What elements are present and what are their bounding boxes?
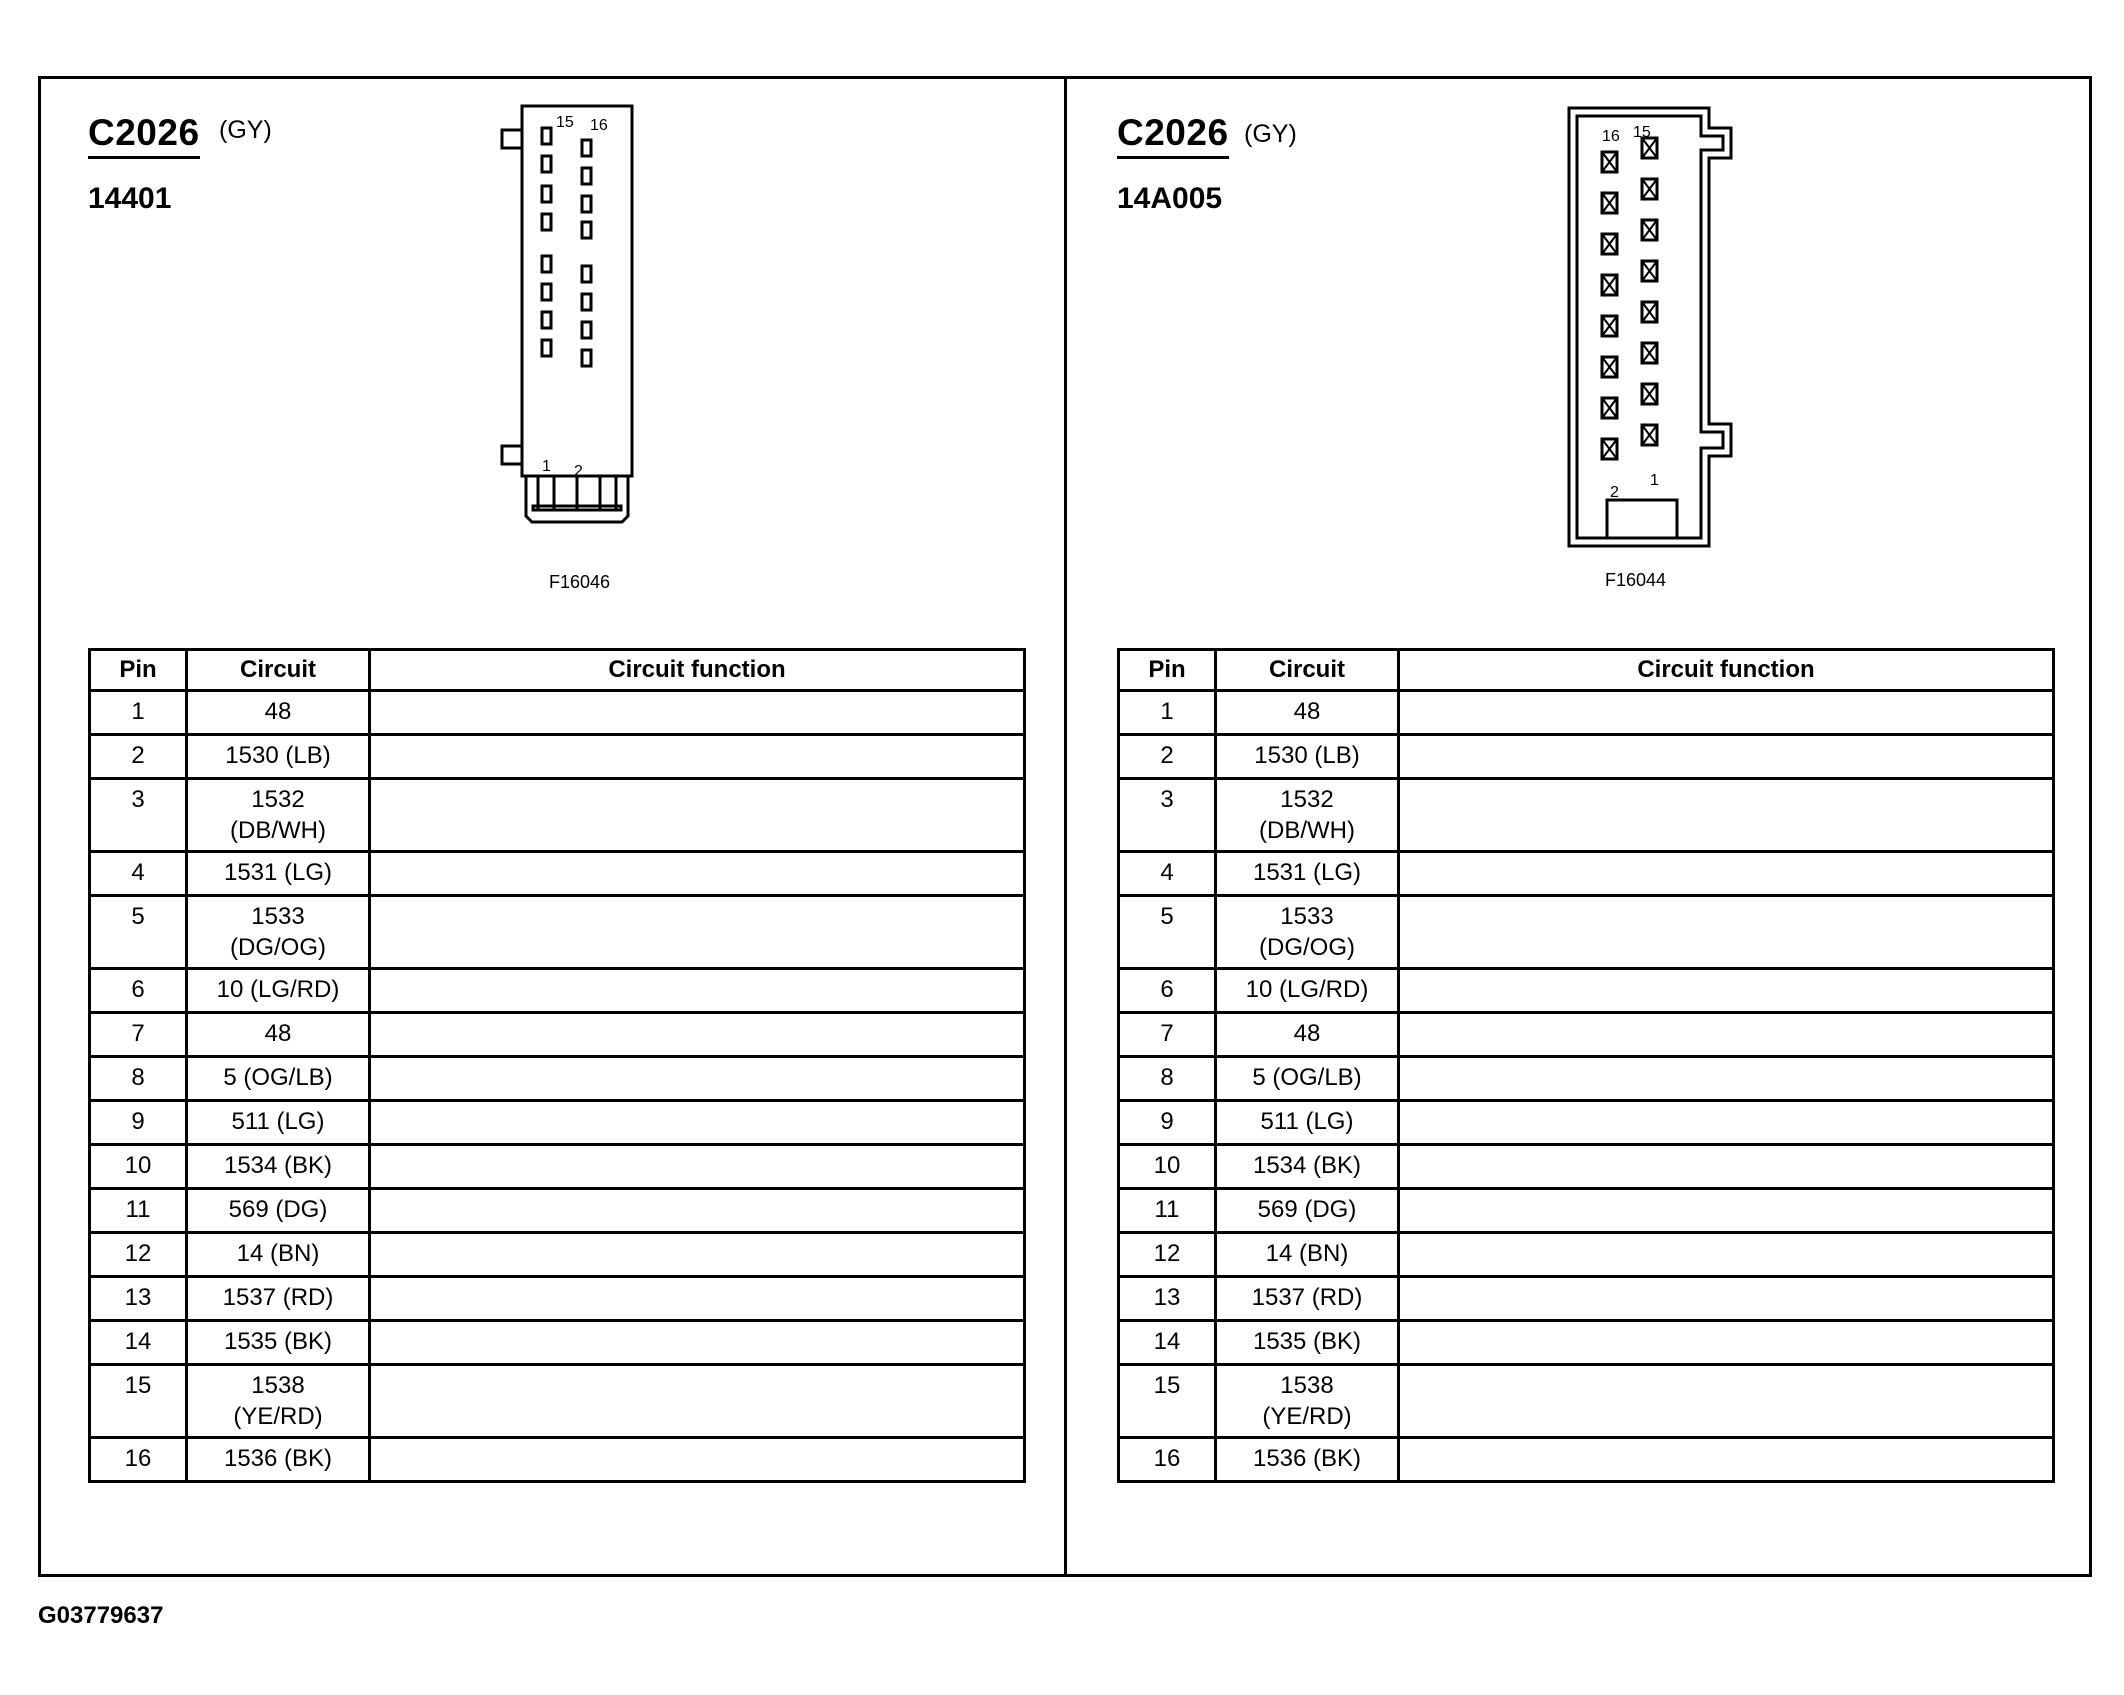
circuit-cell: 1533 (DG/OG) <box>1216 896 1399 969</box>
circuit-cell: 1538 (YE/RD) <box>1216 1365 1399 1438</box>
pin-cell: 5 <box>1119 896 1216 969</box>
pin-cell: 14 <box>90 1321 187 1365</box>
table-row <box>1119 969 2054 1013</box>
function-cell <box>1399 1321 2054 1365</box>
table-row <box>1119 1365 2054 1438</box>
table-row <box>1119 1321 2054 1365</box>
pin-cell: 11 <box>1119 1189 1216 1233</box>
pin-cell: 4 <box>1119 852 1216 896</box>
circuit-cell: 48 <box>187 1013 370 1057</box>
table-row <box>1119 779 2054 852</box>
pin-cavity <box>542 156 551 172</box>
pin-cavity <box>542 340 551 356</box>
circuit-cell: 1533 (DG/OG) <box>187 896 370 969</box>
table-row <box>90 1101 1025 1145</box>
function-cell <box>1399 1013 2054 1057</box>
pin-cavity <box>542 256 551 272</box>
pin-cell: 13 <box>90 1277 187 1321</box>
function-cell <box>370 969 1025 1013</box>
pin-cell: 16 <box>90 1438 187 1482</box>
table-row <box>1119 1101 2054 1145</box>
table-header-row <box>90 650 1025 691</box>
pin-cavity <box>582 196 591 212</box>
function-cell <box>370 896 1025 969</box>
function-cell <box>370 1013 1025 1057</box>
circuit-cell: 1530 (LB) <box>1216 735 1399 779</box>
table-row <box>90 852 1025 896</box>
function-cell <box>370 1101 1025 1145</box>
pin-cavity <box>1642 179 1657 199</box>
pin-cell: 3 <box>1119 779 1216 852</box>
circuit-cell: 1535 (BK) <box>187 1321 370 1365</box>
circuit-cell: 569 (DG) <box>187 1189 370 1233</box>
pin-cell: 6 <box>90 969 187 1013</box>
pin-cell: 9 <box>90 1101 187 1145</box>
pin-cell: 10 <box>90 1145 187 1189</box>
pin-cavity <box>1642 261 1657 281</box>
pin-cavity <box>1642 220 1657 240</box>
table-row <box>90 691 1025 735</box>
function-cell <box>370 1438 1025 1482</box>
table-row <box>90 1233 1025 1277</box>
pin-cavity <box>1642 302 1657 322</box>
part-number: 14401 <box>88 182 172 215</box>
figure-id: F16044 <box>1605 570 1667 590</box>
circuit-cell: 48 <box>187 691 370 735</box>
pin-cell: 15 <box>1119 1365 1216 1438</box>
connector-face-diagram <box>492 102 682 552</box>
table-row <box>90 1277 1025 1321</box>
function-cell <box>1399 779 2054 852</box>
pin-cell: 2 <box>1119 735 1216 779</box>
circuit-cell: 10 (LG/RD) <box>1216 969 1399 1013</box>
pin-cell: 7 <box>90 1013 187 1057</box>
table-row <box>1119 1438 2054 1482</box>
function-cell <box>1399 969 2054 1013</box>
circuit-cell: 1532 (DB/WH) <box>187 779 370 852</box>
pin-cavity <box>582 222 591 238</box>
table-row <box>90 969 1025 1013</box>
pin-cell: 14 <box>1119 1321 1216 1365</box>
pin-cavity <box>582 140 591 156</box>
pin-cell: 6 <box>1119 969 1216 1013</box>
pin-cavity <box>582 266 591 282</box>
function-cell <box>1399 1365 2054 1438</box>
pin-cell: 3 <box>90 779 187 852</box>
pin-label-15: 15 <box>556 114 574 131</box>
pin-label-16: 16 <box>590 117 608 134</box>
function-cell <box>370 691 1025 735</box>
pin-table <box>88 648 1026 1483</box>
function-cell <box>370 735 1025 779</box>
table-row <box>1119 852 2054 896</box>
table-row <box>1119 1277 2054 1321</box>
table-row <box>1119 1189 2054 1233</box>
pin-cavity <box>542 186 551 202</box>
function-cell <box>1399 896 2054 969</box>
function-cell <box>1399 691 2054 735</box>
function-cell <box>370 1189 1025 1233</box>
table-row <box>1119 896 2054 969</box>
left-connector-panel <box>38 76 1064 1577</box>
circuit-cell: 1536 (BK) <box>1216 1438 1399 1482</box>
header-pin: Pin <box>1119 650 1216 691</box>
pin-cell: 4 <box>90 852 187 896</box>
pin-cell: 12 <box>1119 1233 1216 1277</box>
circuit-cell: 1536 (BK) <box>187 1438 370 1482</box>
circuit-cell: 14 (BN) <box>187 1233 370 1277</box>
circuit-cell: 48 <box>1216 691 1399 735</box>
pin-cavity <box>1642 343 1657 363</box>
circuit-cell: 1534 (BK) <box>187 1145 370 1189</box>
table-row <box>1119 1145 2054 1189</box>
header-circuit: Circuit <box>187 650 370 691</box>
pin-cavity <box>1602 275 1617 295</box>
pin-cell: 11 <box>90 1189 187 1233</box>
header-pin: Pin <box>90 650 187 691</box>
pin-label-2: 2 <box>574 463 583 480</box>
function-cell <box>1399 1189 2054 1233</box>
pin-label-1: 1 <box>1650 472 1659 489</box>
table-row <box>90 1057 1025 1101</box>
pin-cavity <box>542 214 551 230</box>
circuit-cell: 569 (DG) <box>1216 1189 1399 1233</box>
table-header-row <box>1119 650 2054 691</box>
pin-cell: 15 <box>90 1365 187 1438</box>
pin-cavity <box>582 322 591 338</box>
pin-cell: 16 <box>1119 1438 1216 1482</box>
pin-cell: 8 <box>90 1057 187 1101</box>
circuit-cell: 5 (OG/LB) <box>187 1057 370 1101</box>
pin-cell: 10 <box>1119 1145 1216 1189</box>
pin-cell: 1 <box>1119 691 1216 735</box>
header-circuit-function: Circuit function <box>370 650 1025 691</box>
circuit-cell: 1530 (LB) <box>187 735 370 779</box>
function-cell <box>1399 1057 2054 1101</box>
pin-cavity <box>582 350 591 366</box>
figure-id: F16046 <box>549 572 611 592</box>
pin-cell: 1 <box>90 691 187 735</box>
circuit-cell: 48 <box>1216 1013 1399 1057</box>
function-cell <box>370 1277 1025 1321</box>
circuit-cell: 5 (OG/LB) <box>1216 1057 1399 1101</box>
table-row <box>1119 1013 2054 1057</box>
function-cell <box>1399 1101 2054 1145</box>
pin-cell: 5 <box>90 896 187 969</box>
pin-cavity <box>1602 316 1617 336</box>
function-cell <box>370 852 1025 896</box>
circuit-cell: 1532 (DB/WH) <box>1216 779 1399 852</box>
pin-cavity <box>582 294 591 310</box>
pin-cavity <box>1602 234 1617 254</box>
table-row <box>90 1438 1025 1482</box>
connector-face-diagram <box>1559 104 1749 554</box>
function-cell <box>370 1057 1025 1101</box>
table-row <box>1119 1057 2054 1101</box>
function-cell <box>1399 1233 2054 1277</box>
pin-cavity <box>1642 138 1657 158</box>
circuit-cell: 1534 (BK) <box>1216 1145 1399 1189</box>
pin-cavity <box>1602 193 1617 213</box>
table-row <box>1119 1233 2054 1277</box>
pin-cavity <box>542 312 551 328</box>
pin-label-2: 2 <box>1610 484 1619 501</box>
function-cell <box>370 1321 1025 1365</box>
table-row <box>90 896 1025 969</box>
pin-cell: 9 <box>1119 1101 1216 1145</box>
function-cell <box>1399 1277 2054 1321</box>
function-cell <box>370 1233 1025 1277</box>
figure-reference: G03779637 <box>38 1602 164 1629</box>
table-row <box>90 779 1025 852</box>
function-cell <box>370 1145 1025 1189</box>
circuit-cell: 10 (LG/RD) <box>187 969 370 1013</box>
pin-cell: 8 <box>1119 1057 1216 1101</box>
table-row <box>90 1013 1025 1057</box>
table-row <box>1119 735 2054 779</box>
function-cell <box>370 779 1025 852</box>
circuit-cell: 1537 (RD) <box>1216 1277 1399 1321</box>
table-row <box>90 1145 1025 1189</box>
pin-cavity <box>542 128 551 144</box>
function-cell <box>370 1365 1025 1438</box>
connector-color: (GY) <box>219 116 272 144</box>
table-row <box>90 1365 1025 1438</box>
table-row <box>90 1189 1025 1233</box>
pin-label-15: 15 <box>1633 124 1651 141</box>
pin-cell: 2 <box>90 735 187 779</box>
pin-cell: 12 <box>90 1233 187 1277</box>
function-cell <box>1399 852 2054 896</box>
function-cell <box>1399 735 2054 779</box>
pin-label-16: 16 <box>1602 128 1620 145</box>
pin-table <box>1117 648 2055 1483</box>
pin-cavity <box>542 284 551 300</box>
header-circuit: Circuit <box>1216 650 1399 691</box>
circuit-cell: 1531 (LG) <box>1216 852 1399 896</box>
right-connector-panel <box>1067 76 2092 1577</box>
pin-cavity <box>582 168 591 184</box>
circuit-cell: 511 (LG) <box>1216 1101 1399 1145</box>
connector-id: C2026 <box>88 112 200 159</box>
pin-cavity <box>1602 439 1617 459</box>
connector-id: C2026 <box>1117 112 1229 159</box>
part-number: 14A005 <box>1117 182 1223 215</box>
circuit-cell: 1537 (RD) <box>187 1277 370 1321</box>
table-row <box>1119 691 2054 735</box>
function-cell <box>1399 1438 2054 1482</box>
header-circuit-function: Circuit function <box>1399 650 2054 691</box>
pin-cell: 7 <box>1119 1013 1216 1057</box>
circuit-cell: 1535 (BK) <box>1216 1321 1399 1365</box>
table-row <box>90 735 1025 779</box>
pin-cavity <box>1602 398 1617 418</box>
circuit-cell: 511 (LG) <box>187 1101 370 1145</box>
pin-cavity <box>1642 384 1657 404</box>
pin-cavity <box>1642 425 1657 445</box>
pin-cavity <box>1602 152 1617 172</box>
circuit-cell: 14 (BN) <box>1216 1233 1399 1277</box>
pin-cell: 13 <box>1119 1277 1216 1321</box>
circuit-cell: 1538 (YE/RD) <box>187 1365 370 1438</box>
connector-color: (GY) <box>1244 120 1297 148</box>
pin-cavity <box>1602 357 1617 377</box>
circuit-cell: 1531 (LG) <box>187 852 370 896</box>
function-cell <box>1399 1145 2054 1189</box>
table-row <box>90 1321 1025 1365</box>
pin-label-1: 1 <box>542 458 551 475</box>
